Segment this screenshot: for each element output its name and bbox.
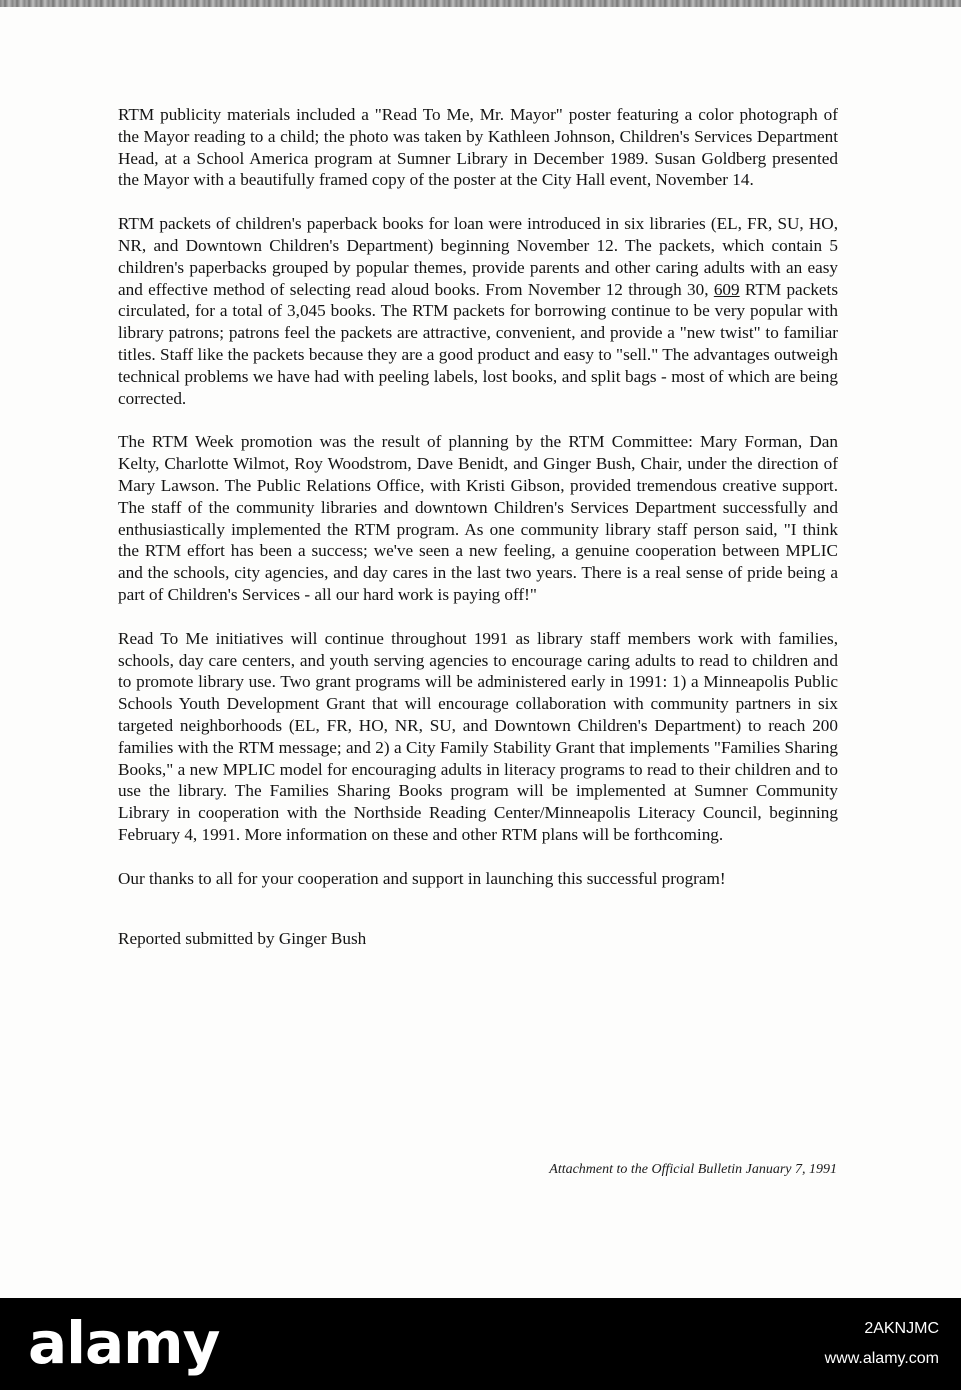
attachment-note: Attachment to the Official Bulletin January 7, 1991 bbox=[549, 1162, 837, 1177]
paragraph-committee: The RTM Week promotion was the result of planning by the RTM Committee: Mary Forman, Dan Kelty, Charlotte Wilmot, Roy Woodstrom, Dave Benidt, and Ginger Bush, Chair, under the direction of Mary Lawson. The Public Relations Office, with Kristi Gibson, provided tremendous creative support. The staff of the community libraries and downtown Children's Services Department successfully and enthusiastically implemented the RTM program. As one community library staff person said, "I think the RTM effort has been a success; we've seen a new feeling, a genuine cooperation between MPLIC and the schools, city agencies, and day cares in the last two years. There is a real sense of pride being a part of Children's Services - all our hard work is paying off!" bbox=[118, 432, 838, 604]
signature-line: Reported submitted by Ginger Bush bbox=[118, 928, 367, 948]
alamy-logo: alamy bbox=[28, 1309, 220, 1377]
paragraph-packets: RTM packets of children's paperback books for loan were introduced in six libraries (EL, FR, SU, HO, NR, and Downtown Children's Department) beginning November 12. The packets, which contain 5 children's paperbacks grouped by popular themes, provide parents and other caring adults with an easy and effective method of selecting read aloud books. From November 12 through 30, 609 RTM packets circulated, for a total of 3,045 books. The RTM packets for borrowing continue to be very popular with library patrons; patrons feel the packets are attractive, convenient, and provide a "new twist" to familiar titles. Staff like the packets because they are a good product and easy to "sell." The advantages outweigh technical problems we have had with peeling labels, lost books, and split bags - most of which are being corrected. bbox=[118, 214, 839, 408]
site-url: www.alamy.com bbox=[824, 1350, 939, 1367]
paragraph-publicity: RTM publicity materials included a "Read To Me, Mr. Mayor" poster featuring a color photograph of the Mayor reading to a child; the photo was taken by Kathleen Johnson, Children's Services Department Head, at a School America program at Sumner Library in December 1989. Susan Goldberg presented the Mayor with a beautifully framed copy of the poster at the City Hall event, November 14. bbox=[118, 105, 838, 190]
watermark-footer bbox=[0, 1298, 961, 1390]
paragraph-initiatives: Read To Me initiatives will continue throughout 1991 as library staff members work with families, schools, day care centers, and youth serving agencies to encourage caring adults to read to children and to promote library use. Two grant programs will be administered early in 1991: 1) a Minneapolis Public Schools Youth Development Grant that will encourage collaboration with community partners in six targeted neighborhoods (EL, FR, HO, NR, SU, and Downtown Children's Department) to reach 200 families with the RTM message; and 2) a City Family Stability Grant that implements "Families Sharing Books," a new MPLIC model for encouraging adults in literacy programs to read to their children and to use the library. The Families Sharing Books program will be implemented at Sumner Community Library in cooperation with the Northside Reading Center/Minneapolis Literacy Council, beginning February 4, 1991. More information on these and other RTM plans will be forthcoming. bbox=[118, 628, 838, 844]
image-id: 2AKNJMC bbox=[864, 1320, 939, 1337]
scan-edge bbox=[0, 0, 961, 7]
document-body bbox=[118, 104, 838, 971]
paragraph-thanks: Our thanks to all for your cooperation and support in launching this successful program! bbox=[118, 868, 726, 888]
underlined-count: 609 bbox=[713, 279, 740, 299]
